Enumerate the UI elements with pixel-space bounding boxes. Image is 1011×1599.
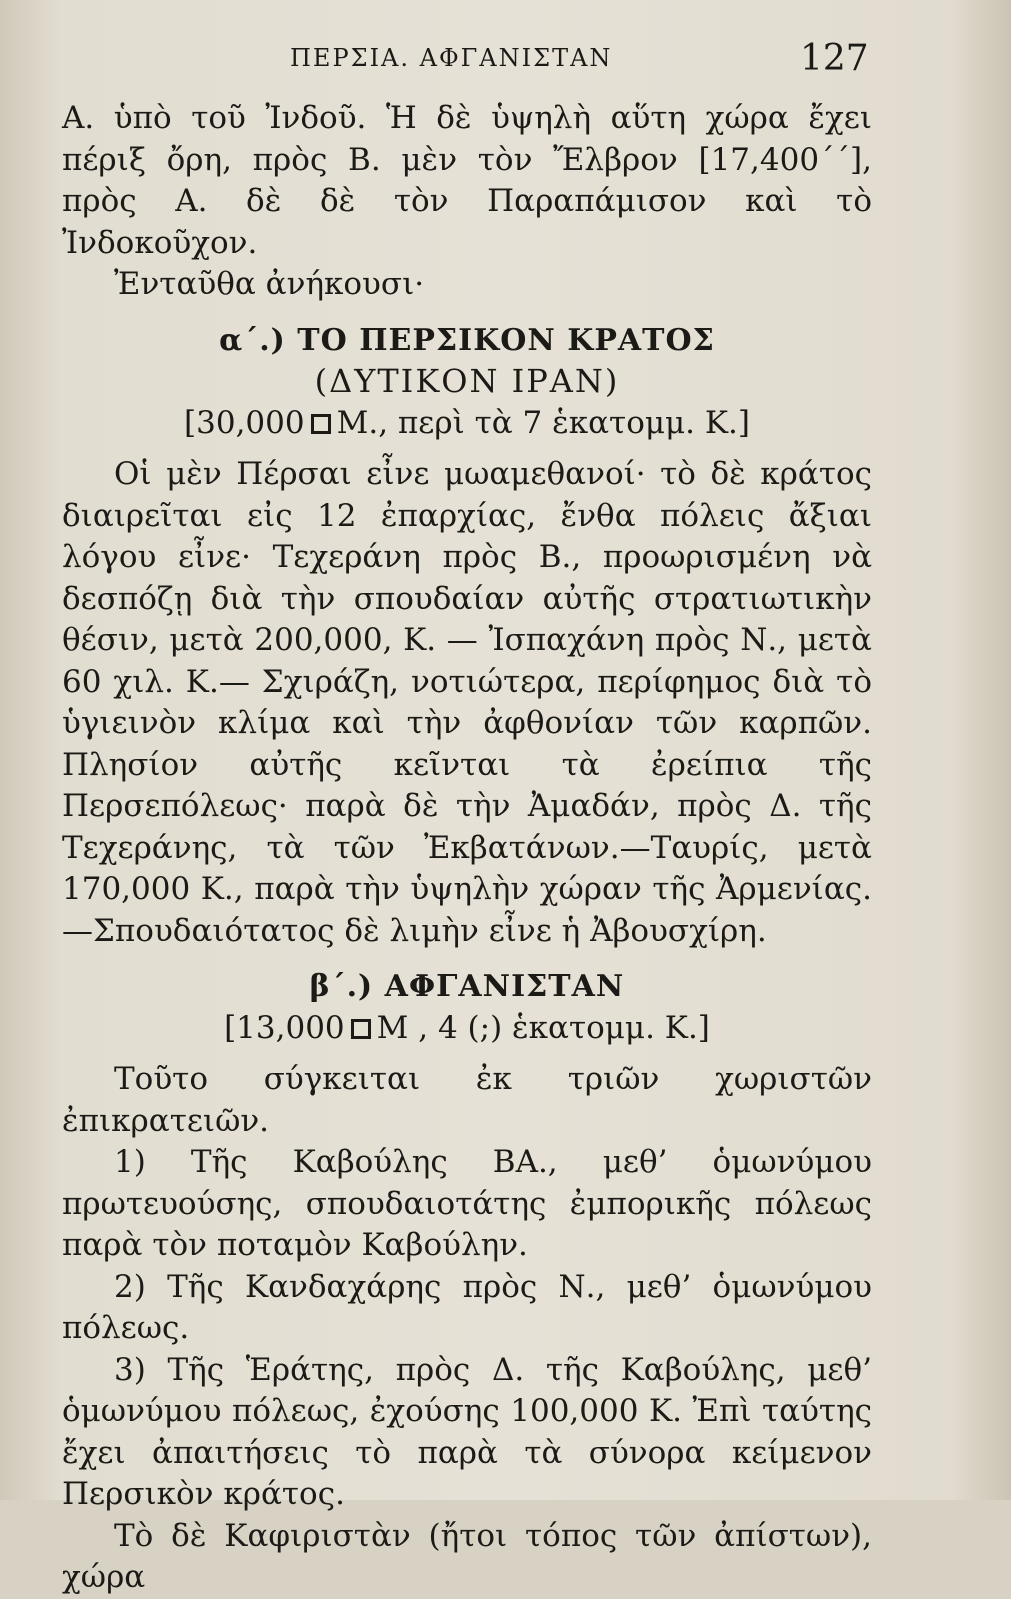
paragraph-intro: Ἐνταῦθα ἀνήκουσι· <box>114 266 425 302</box>
paragraph-persia: Οἱ μὲν Πέρσαι εἶνε μωαμεθανοί· τὸ δὲ κράτος διαιρεῖται εἰς 12 ἐπαρχίας, ἔνθα πόλεις ἄξιαι λόγου εἶνε· Τεχεράνη πρὸς Β., προωρισμένη νὰ δεσπόζῃ διὰ τὴν σπουδαίαν αὐτῆς στρατιωτικὴν θέσιν, μετὰ 200,000, Κ. — Ἰσπαχάνη πρὸς Ν., μετὰ 60 χιλ. Κ.— Σχιράζη, νοτιώτερα, περίφημος διὰ τὸ ὑγιεινὸν κλίμα καὶ τὴν ἀφθονίαν τῶν καρπῶν. Πλησίον αὐτῆς κεῖνται τὰ ἐρείπια τῆς Περσεπόλεως· παρὰ δὲ τὴν Ἀμαδάν, πρὸς Δ. τῆς Τεχεράνης, τὰ τῶν Ἐκβατάνων.—Ταυρίς, μετὰ 170,000 Κ., παρὰ τὴν ὑψηλὴν χώραν τῆς Ἀρμενίας.—Σπουδαιότατος δὲ λιμὴν εἶνε ἡ Ἀβουσχίρη. <box>62 456 872 949</box>
section-subheading-persia: (ΔΥΤΙΚΟΝ ΙΡΑΝ) <box>314 362 620 400</box>
stats-area: [30,000 <box>184 404 305 441</box>
list-item-kandahar: 2) Τῆς Κανδαχάρης πρὸς Ν., μεθ’ ὁμωνύμου πόλεως. <box>62 1268 872 1346</box>
section-heading-persia: α΄.) ΤΟ ΠΕΡΣΙΚΟΝ ΚΡΑΤΟΣ <box>219 322 715 358</box>
list-item-kabul: 1) Τῆς Καβούλης ΒΑ., μεθ’ ὁμωνύμου πρωτευούσης, σπουδαιοτάτης ἐμπορικῆς πόλεως παρὰ τὸν ποταμὸν Καβούλην. <box>62 1144 872 1263</box>
running-head: ΠΕΡΣΙΑ. ΑΦΓΑΝΙΣΤΑΝ <box>290 44 613 72</box>
page-header <box>0 38 1011 88</box>
square-symbol-icon <box>351 1019 371 1039</box>
list-item-herat: 3) Τῆς Ἑράτης, πρὸς Δ. τῆς Καβούλης, μεθ’ ὁμωνύμου πόλεως, ἐχούσης 100,000 Κ. Ἐπὶ ταύτης ἔχει ἀπαιτήσεις τὸ παρὰ τὰ σύνορα κείμενον Περσικὸν κράτος. <box>62 1351 872 1512</box>
paragraph-continuation: Α. ὑπὸ τοῦ Ἰνδοῦ. Ἡ δὲ ὑψηλὴ αὕτη χώρα ἔχει πέριξ ὄρη, πρὸς Β. μὲν τὸν Ἔλβρον [17,400΄΄], πρὸς Α. δὲ δὲ τὸν Παραπάμισον καὶ τὸ Ἰνδοκοῦχον. <box>62 100 872 261</box>
section-stats-persia <box>62 403 872 445</box>
section-stats-afghanistan <box>62 1008 872 1050</box>
page-body <box>62 98 872 1599</box>
stats-area: [13,000 <box>224 1009 345 1046</box>
square-symbol-icon <box>311 414 331 434</box>
paragraph-kafiristan: Τὸ δὲ Καφιριστὰν (ἤτοι τόπος τῶν ἀπίστων), χώρα <box>62 1517 872 1595</box>
paragraph-afghanistan-intro: Τοῦτο σύγκειται ἐκ τριῶν χωριστῶν ἐπικρατειῶν. <box>62 1061 872 1139</box>
page-number: 127 <box>800 38 869 79</box>
section-heading-afghanistan: β΄.) ΑΦΓΑΝΙΣΤΑΝ <box>309 969 625 1004</box>
stats-population: Μ , 4 (;) ἑκατομμ. Κ.] <box>376 1009 710 1046</box>
stats-population: Μ., περὶ τὰ 7 ἑκατομμ. Κ.] <box>336 404 750 441</box>
